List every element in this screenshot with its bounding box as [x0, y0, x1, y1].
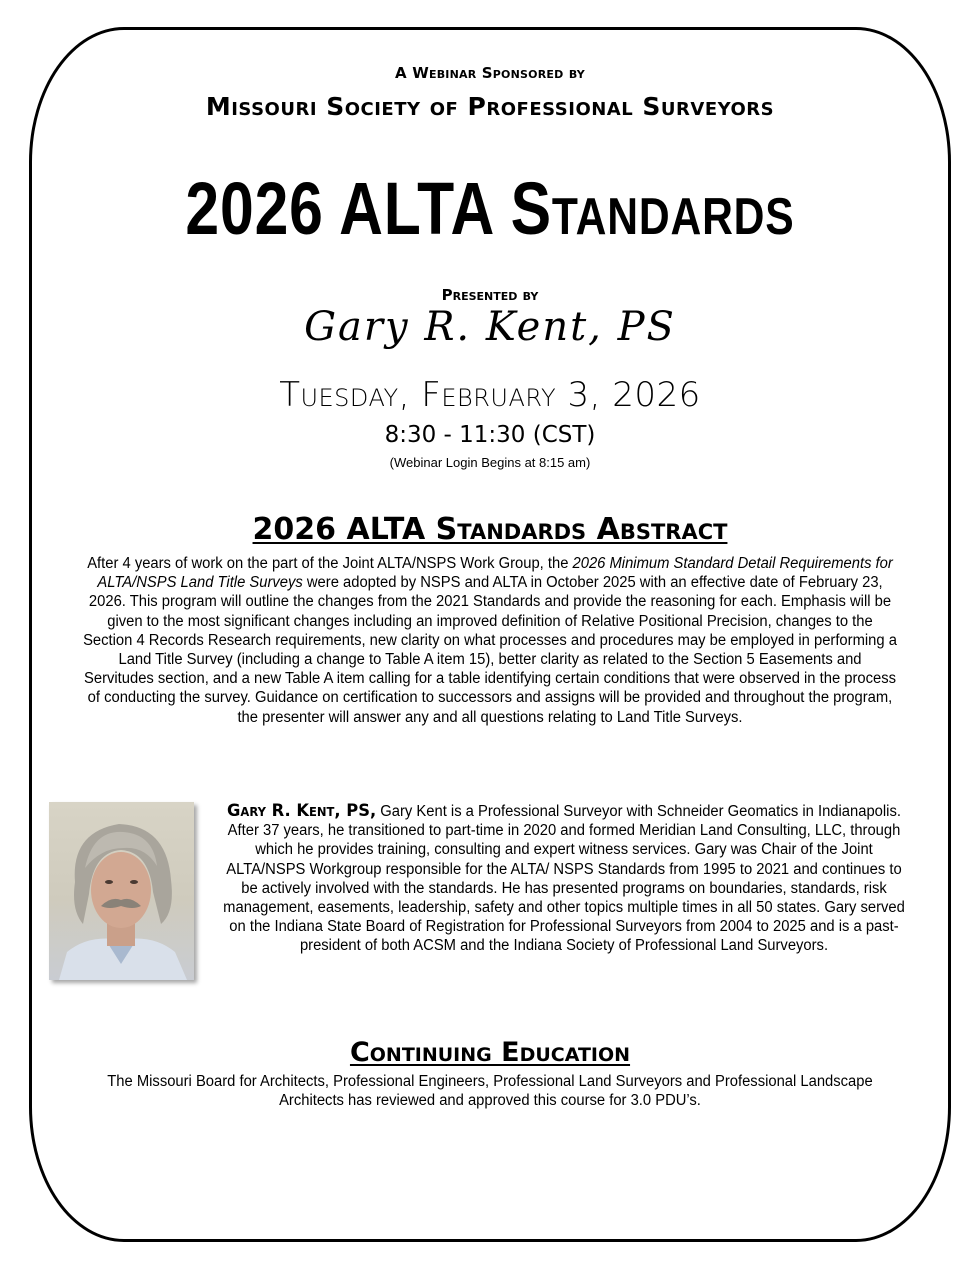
presented-by-label: Presented by [441, 286, 539, 304]
sponsor-line: A Webinar Sponsored by [395, 64, 585, 82]
abstract-text-main: were adopted by NSPS and ALTA in October 2025 with an effective date of February 23, 2026. This program will outline the changes from the 2021 Standards and provide the reasoning for each. Emphasis will be given to the most significant changes including an improved definition of Relative Positional Precision, changes to the Section 4 Records Research requirements, new clarity on what processes and procedures may be employed in performing a Land Title Survey (including a change to Table A item 15), better clarity as related to the Section 5 Easements and Servitudes section, and a new Table A item calling for a table identifying certain conditions that were observed in the process of conducting the survey. Guidance on certification to successors and assigns will be provided and throughout the program, the presenter will answer any and all questions relating to Land Title Surveys. [83, 574, 897, 726]
page-title [88, 167, 892, 250]
continuing-education-text: The Missouri Board for Architects, Professional Engineers, Professional Land Surveyors and Professional Landscape Architects has reviewed and approved this course for 3.0 PDU’s. [107, 1073, 873, 1110]
continuing-education-heading: Continuing Education [349, 1037, 631, 1068]
organization-name: Missouri Society of Professional Surveyors [205, 92, 775, 121]
bio-text: Gary Kent is a Professional Surveyor with Schneider Geomatics in Indianapolis. After 37 years, he transitioned to part-time in 2020 and formed Meridian Land Consulting, LLC, through which he provides training, consulting and expert witness services. Gary was Chair of the Joint ALTA/NSPS Workgroup responsible for the ALTA/ NSPS Standards from 1995 to 2021 and continues to be actively involved with the standards. He has presented programs on boundaries, standards, risk management, easements, leadership, safety and other topics multiple times in all 50 states. Gary served on the Indiana State Board of Registration for Professional Surveyors from 2004 to 2025 and is a past-president of both ACSM and the Indiana Society of Professional Land Surveyors. [223, 803, 905, 955]
title-year: 2026 ALTA [185, 167, 493, 250]
presenter-bio [219, 802, 908, 956]
abstract-heading: 2026 ALTA Standards Abstract [252, 512, 728, 547]
abstract-document-title: 2026 Minimum Standard Detail Requirements for ALTA/NSPS Land Title Surveys [97, 555, 893, 592]
presenter-name: Gary R. Kent, PS [304, 304, 676, 350]
event-date: Tuesday, February 3, 2026 [279, 375, 701, 415]
portrait-illustration [49, 802, 194, 980]
bio-name: Gary R. Kent, PS, [227, 801, 377, 821]
event-time: 8:30 - 11:30 (CST) [384, 422, 596, 448]
login-note: (Webinar Login Begins at 8:15 am) [389, 455, 591, 470]
title-word: Standards [510, 167, 795, 250]
abstract-body [83, 554, 897, 727]
abstract-text-intro: After 4 years of work on the part of the Joint ALTA/NSPS Work Group, the [87, 555, 573, 572]
presenter-photo [49, 802, 194, 980]
